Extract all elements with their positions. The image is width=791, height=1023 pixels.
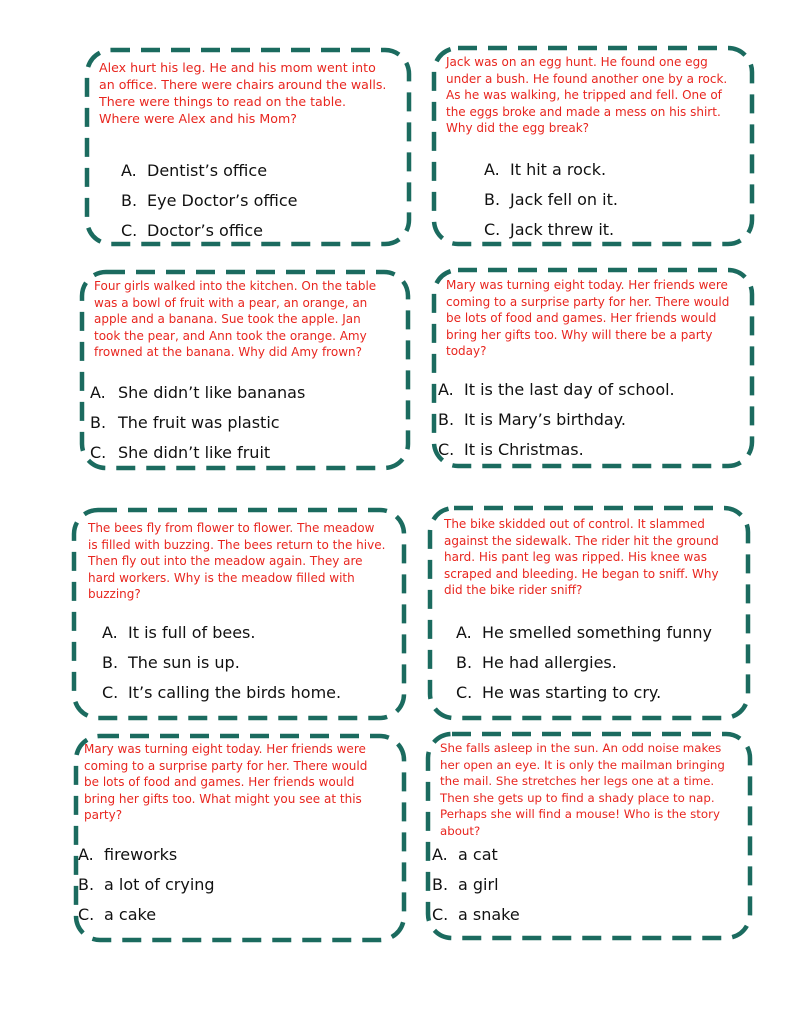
option-letter: C. — [102, 683, 119, 702]
question-card-5 — [72, 508, 406, 720]
question-card-8 — [426, 732, 752, 940]
answer-option-b[interactable] — [456, 648, 712, 678]
answer-option-a[interactable] — [456, 618, 712, 648]
answer-option-c[interactable] — [456, 678, 712, 708]
option-text: Dentist’s office — [147, 161, 268, 180]
answer-option-c[interactable] — [432, 900, 520, 930]
answer-option-b[interactable] — [484, 185, 618, 215]
option-letter: A. — [456, 623, 472, 642]
answer-option-b[interactable] — [90, 408, 305, 438]
option-text: a cat — [458, 845, 498, 864]
question-card-4 — [432, 268, 754, 468]
answer-options — [484, 155, 618, 245]
answer-options — [90, 378, 305, 468]
option-letter: C. — [78, 905, 95, 924]
option-letter: B. — [121, 191, 138, 210]
answer-options — [102, 618, 341, 708]
option-text: a lot of crying — [104, 875, 215, 894]
option-letter: A. — [90, 383, 106, 402]
option-letter: C. — [484, 220, 501, 239]
option-letter: A. — [432, 845, 448, 864]
answer-option-b[interactable] — [438, 405, 675, 435]
option-text: The fruit was plastic — [118, 413, 280, 432]
question-text: Mary was turning eight today. Her friends were coming to a surprise party for her. There would be lots of food and games. Her friends would bring her gifts too. What might you see at this party? — [84, 742, 368, 822]
answer-options — [456, 618, 712, 708]
answer-option-c[interactable] — [102, 678, 341, 708]
option-text: She didn’t like fruit — [118, 443, 271, 462]
option-text: It is Christmas. — [464, 440, 584, 459]
question-text: The bees fly from flower to flower. The meadow is filled with buzzing. The bees return to the hive. Then fly out into the meadow again. They are hard workers. Why is the meadow filled with buzzing? — [88, 521, 386, 601]
answer-option-c[interactable] — [90, 438, 305, 468]
option-text: It’s calling the birds home. — [128, 683, 342, 702]
option-text: Doctor’s office — [147, 221, 263, 240]
option-text: He was starting to cry. — [482, 683, 662, 702]
answer-option-a[interactable] — [438, 375, 675, 405]
question-text: Four girls walked into the kitchen. On the table was a bowl of fruit with a pear, an orange, an apple and a banana. Sue took the apple. Jan took the pear, and Ann took the orange. Amy frowned at the banana. Why did Amy frown? — [94, 279, 377, 359]
option-text: It is Mary’s birthday. — [464, 410, 626, 429]
option-letter: B. — [90, 413, 107, 432]
option-text: It hit a rock. — [510, 160, 607, 179]
question-card-2 — [432, 46, 754, 246]
option-letter: C. — [456, 683, 473, 702]
answer-option-a[interactable] — [432, 840, 520, 870]
answer-option-a[interactable] — [102, 618, 341, 648]
answer-options — [438, 375, 675, 465]
option-text: a cake — [104, 905, 157, 924]
answer-option-c[interactable] — [484, 215, 618, 245]
option-text: It is the last day of school. — [464, 380, 675, 399]
question-card-1 — [85, 48, 411, 246]
option-letter: C. — [432, 905, 449, 924]
answer-option-b[interactable] — [121, 186, 297, 216]
question-card-3 — [80, 270, 410, 470]
question-text: The bike skidded out of control. It slammed against the sidewalk. The rider hit the ground hard. His pant leg was ripped. His knee was scraped and bleeding. He began to sniff. Why did the bike rider sniff? — [444, 517, 719, 597]
option-letter: B. — [78, 875, 95, 894]
option-letter: A. — [78, 845, 94, 864]
option-text: Jack fell on it. — [510, 190, 618, 209]
question-text: Mary was turning eight today. Her friends were coming to a surprise party for her. There would be lots of food and games. Her friends would bring her gifts too. Why will there be a party today? — [446, 278, 730, 358]
option-text: He had allergies. — [482, 653, 617, 672]
answer-option-a[interactable] — [90, 378, 305, 408]
option-text: a snake — [458, 905, 520, 924]
option-text: The sun is up. — [128, 653, 240, 672]
answer-options — [121, 156, 297, 246]
option-text: Jack threw it. — [510, 220, 615, 239]
question-card-7 — [74, 734, 406, 942]
answer-option-b[interactable] — [102, 648, 341, 678]
answer-option-c[interactable] — [78, 900, 215, 930]
option-letter: B. — [484, 190, 501, 209]
answer-option-b[interactable] — [432, 870, 520, 900]
answer-option-a[interactable] — [121, 156, 297, 186]
answer-option-c[interactable] — [438, 435, 675, 465]
answer-option-b[interactable] — [78, 870, 215, 900]
option-letter: C. — [90, 443, 107, 462]
option-letter: B. — [432, 875, 449, 894]
answer-option-a[interactable] — [78, 840, 215, 870]
answer-option-a[interactable] — [484, 155, 618, 185]
option-letter: B. — [456, 653, 473, 672]
option-text: fireworks — [104, 845, 178, 864]
answer-option-c[interactable] — [121, 216, 297, 246]
question-text: Jack was on an egg hunt. He found one egg under a bush. He found another one by a rock. As he was walking, he tripped and fell. One of the eggs broke and made a mess on his shirt. Why did the egg break? — [446, 55, 728, 135]
option-letter: B. — [102, 653, 119, 672]
option-text: He smelled something funny — [482, 623, 713, 642]
option-letter: A. — [102, 623, 118, 642]
option-letter: A. — [484, 160, 500, 179]
option-text: She didn’t like bananas — [118, 383, 306, 402]
option-text: It is full of bees. — [128, 623, 256, 642]
answer-options — [432, 840, 520, 930]
option-letter: A. — [438, 380, 454, 399]
option-letter: A. — [121, 161, 137, 180]
question-card-6 — [428, 506, 750, 720]
question-text: Alex hurt his leg. He and his mom went into an office. There were chairs around the walls. There were things to read on the table. Where were Alex and his Mom? — [99, 60, 387, 126]
question-text: She falls asleep in the sun. An odd noise makes her open an eye. It is only the mailman bringing the mail. She stretches her legs one at a time. Then she gets up to find a shady place to nap. Perhaps she will find a mouse! Who is the story about? — [440, 741, 725, 838]
option-text: a girl — [458, 875, 499, 894]
option-letter: B. — [438, 410, 455, 429]
option-letter: C. — [438, 440, 455, 459]
option-letter: C. — [121, 221, 138, 240]
answer-options — [78, 840, 215, 930]
option-text: Eye Doctor’s office — [147, 191, 298, 210]
